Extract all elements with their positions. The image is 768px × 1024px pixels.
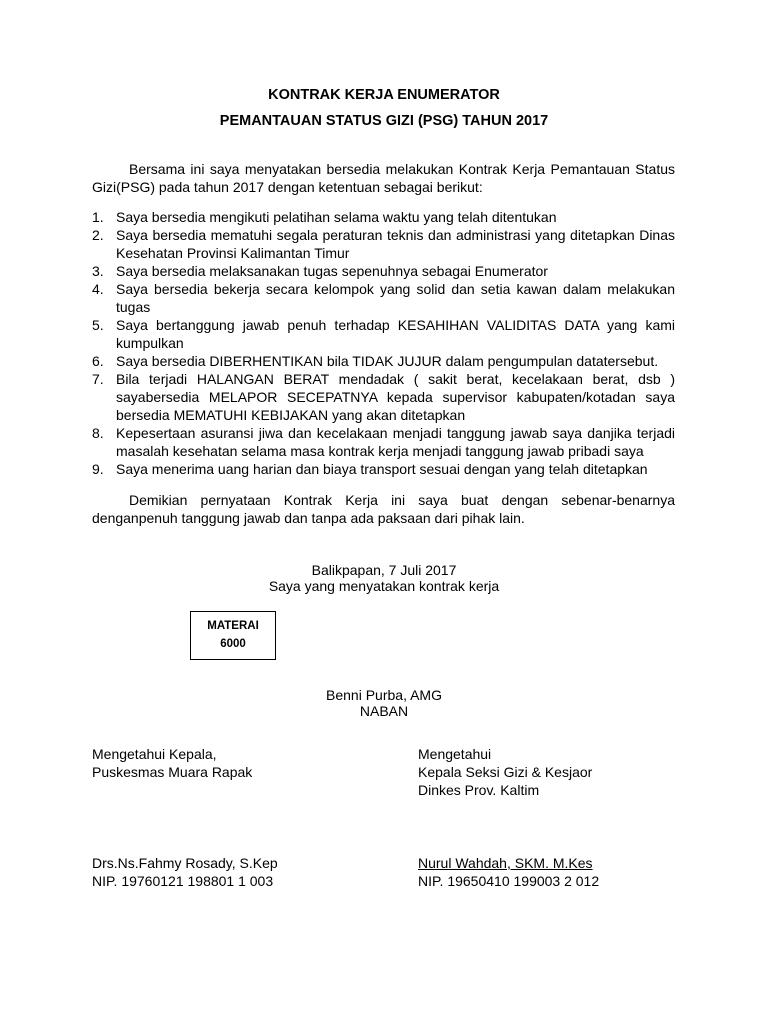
declarant-label: Saya yang menyatakan kontrak kerja — [268, 578, 500, 594]
materai-stamp-box — [190, 611, 276, 660]
list-item — [92, 460, 675, 478]
list-number: 7. — [92, 371, 104, 387]
list-text: Kepesertaan asuransi jiwa dan kecelakaan menjadi tanggung jawab saya danjika terjadi masalah kesehatan selama masa kontrak kerja menjadi tanggung jawab pribadi saya — [116, 425, 675, 459]
list-item — [92, 262, 675, 280]
list-number: 3. — [92, 263, 104, 279]
list-text: Saya bertanggung jawab penuh terhadap KESAHIHAN VALIDITAS DATA yang kami kumpulkan — [116, 317, 675, 351]
list-number: 1. — [92, 209, 104, 225]
left-sign-name: Drs.Ns.Fahmy Rosady, S.Kep — [92, 855, 278, 871]
left-sign-line1: Mengetahui Kepala, — [92, 746, 217, 762]
declarant-name: Benni Purba, AMG — [326, 687, 442, 703]
left-signatory — [92, 854, 278, 890]
list-item — [92, 226, 675, 262]
list-item — [92, 352, 675, 370]
list-number: 2. — [92, 227, 104, 243]
left-sign-line2: Puskesmas Muara Rapak — [92, 764, 253, 780]
list-number: 9. — [92, 461, 104, 477]
place-date: Balikpapan, 7 Juli 2017 — [311, 562, 457, 578]
list-text: Saya bersedia mematuhi segala peraturan teknis dan administrasi yang ditetapkan Dinas Kesehatan Provinsi Kalimantan Timur — [116, 227, 675, 261]
list-number: 4. — [92, 281, 104, 297]
list-number: 8. — [92, 425, 104, 441]
right-sign-line1: Mengetahui — [418, 746, 492, 762]
list-text: Saya bersedia DIBERHENTIKAN bila TIDAK JUJUR dalam pengumpulan datatersebut. — [116, 353, 659, 369]
list-number: 5. — [92, 317, 104, 333]
list-item — [92, 370, 675, 424]
list-text: Saya menerima uang harian dan biaya transport sesuai dengan yang telah ditetapkan — [116, 461, 648, 477]
right-signatory — [418, 854, 599, 890]
stamp-value: 6000 — [220, 638, 246, 650]
list-number: 6. — [92, 353, 104, 369]
left-sign-nip: NIP. 19760121 198801 1 003 — [92, 873, 274, 889]
right-signatory-header — [418, 745, 592, 799]
list-text: Saya bersedia mengikuti pelatihan selama waktu yang telah ditentukan — [116, 209, 557, 225]
intro-paragraph: Bersama ini saya menyatakan bersedia melakukan Kontrak Kerja Pemantauan Status Gizi(PSG) pada tahun 2017 dengan ketentuan sebagai berikut: — [92, 161, 675, 195]
document-title: KONTRAK KERJA ENUMERATOR — [268, 87, 500, 103]
closing-paragraph: Demikian pernyataan Kontrak Kerja ini saya buat dengan sebenar-benarnya denganpenuh tanggung jawab dan tanpa ada paksaan dari pihak lain. — [92, 492, 675, 526]
declarant-region: NABAN — [359, 703, 409, 719]
list-text: Saya bersedia melaksanakan tugas sepenuhnya sebagai Enumerator — [116, 263, 548, 279]
document-subtitle: PEMANTAUAN STATUS GIZI (PSG) TAHUN 2017 — [219, 113, 549, 129]
right-sign-line2: Kepala Seksi Gizi & Kesjaor — [418, 764, 593, 780]
list-item — [92, 280, 675, 316]
stamp-label: MATERAI — [207, 620, 259, 632]
list-text: Bila terjadi HALANGAN BERAT mendadak ( sakit berat, kecelakaan berat, dsb ) sayabersedia MELAPOR SECEPATNYA kepada supervisor kabupaten/kotadan saya bersedia MEMATUHI KEBIJAKAN yang akan ditetapkan — [116, 371, 675, 423]
list-text: Saya bersedia bekerja secara kelompok yang solid dan setia kawan dalam melakukan tugas — [116, 281, 675, 315]
left-signatory-header — [92, 745, 252, 781]
list-item — [92, 424, 675, 460]
list-item — [92, 316, 675, 352]
right-sign-line3: Dinkes Prov. Kaltim — [418, 782, 540, 798]
list-item — [92, 208, 675, 226]
terms-list — [92, 208, 675, 478]
right-sign-nip: NIP. 19650410 199003 2 012 — [418, 873, 600, 889]
right-sign-name: Nurul Wahdah, SKM. M.Kes — [418, 855, 593, 871]
